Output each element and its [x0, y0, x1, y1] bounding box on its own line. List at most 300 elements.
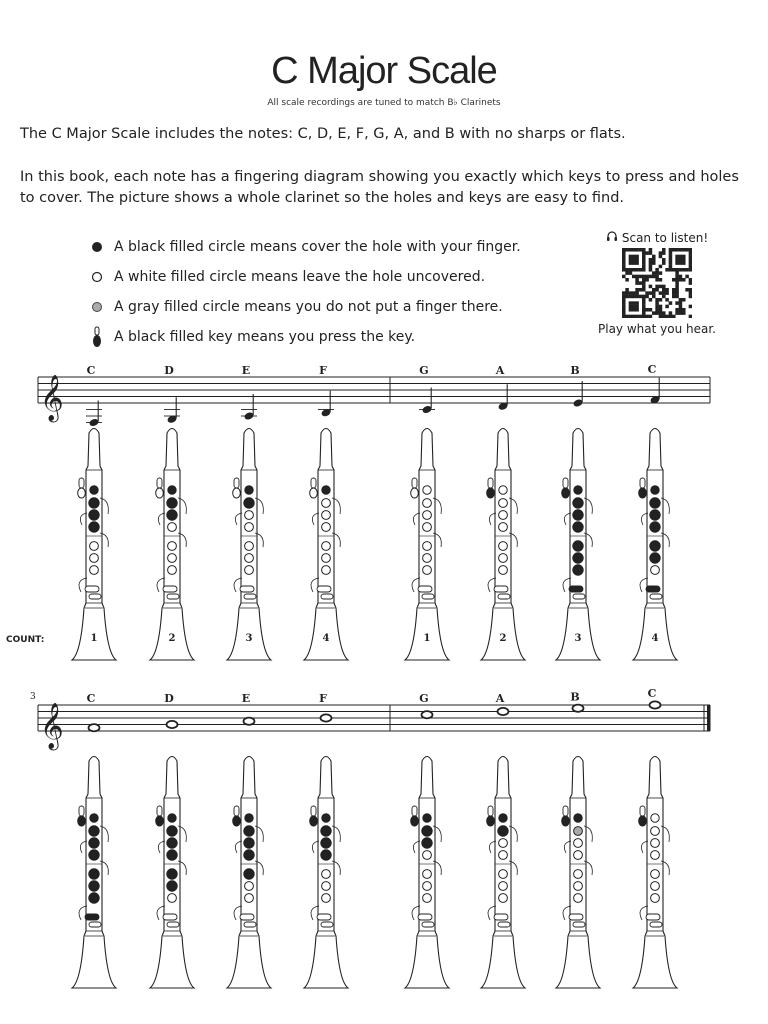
tone-hole-open [168, 566, 177, 575]
tone-hole-covered [321, 850, 331, 860]
qr-module [642, 278, 646, 282]
low-key [494, 914, 508, 920]
clarinet-diagram [556, 757, 600, 989]
qr-module [675, 308, 679, 312]
treble-clef-icon: 𝄞 [40, 703, 64, 749]
low-key [498, 594, 510, 599]
qr-module [675, 311, 679, 315]
clarinet-diagram [227, 429, 271, 661]
tone-hole-covered [498, 826, 508, 836]
qr-module [672, 291, 676, 295]
qr-module [642, 311, 646, 315]
qr-module [652, 271, 656, 275]
qr-module [679, 298, 683, 302]
qr-module [649, 285, 653, 289]
qr-module [635, 275, 639, 279]
qr-module [682, 278, 686, 282]
tone-hole-covered [244, 826, 254, 836]
tone-hole-covered [244, 838, 254, 848]
qr-module [622, 268, 626, 272]
qr-module [629, 268, 633, 272]
register-key-open [411, 488, 419, 498]
qr-module [642, 275, 646, 279]
register-key-stem [488, 806, 493, 816]
whole-note [650, 701, 661, 708]
qr-module [679, 278, 683, 282]
count-number: 1 [423, 633, 431, 644]
qr-module [679, 255, 683, 259]
qr-module [662, 251, 666, 255]
qr-module [645, 275, 649, 279]
tone-hole-open [499, 566, 508, 575]
register-key-pressed [487, 816, 495, 826]
qr-module [629, 308, 633, 312]
count-number: 4 [322, 633, 330, 644]
tone-hole-open [322, 523, 331, 532]
qr-code[interactable] [622, 248, 692, 318]
register-key-stem [311, 478, 316, 488]
qr-module [625, 291, 629, 295]
tone-hole-open [245, 894, 254, 903]
qr-module [689, 251, 692, 255]
qr-module [645, 308, 649, 312]
qr-module [622, 251, 626, 255]
qr-module [622, 311, 626, 315]
qr-module [629, 295, 633, 299]
qr-module [652, 261, 656, 265]
thumb-hole-covered [322, 814, 330, 822]
qr-module [639, 288, 643, 292]
register-key-stem [412, 478, 417, 488]
qr-module [632, 301, 636, 305]
qr-module [662, 291, 666, 295]
count-number: 4 [651, 633, 659, 644]
tone-hole-open [651, 839, 660, 848]
qr-module [635, 315, 639, 318]
low-key [167, 594, 179, 599]
qr-module [632, 295, 636, 299]
tone-hole-covered [167, 850, 177, 860]
qr-module [685, 288, 689, 292]
qr-module [689, 248, 692, 252]
qr-module [675, 278, 679, 282]
qr-module [662, 285, 666, 289]
clarinet-diagram [72, 429, 116, 661]
clarinet-diagram [304, 757, 348, 989]
qr-module [629, 305, 633, 309]
qr-module [655, 271, 659, 275]
qr-module [642, 301, 646, 305]
thumb-hole-covered [499, 814, 507, 822]
qr-module [655, 268, 659, 272]
note-label: A [495, 692, 505, 705]
qr-module [622, 265, 626, 269]
note [497, 384, 508, 411]
qr-module [682, 311, 686, 315]
note [573, 705, 584, 712]
qr-module [682, 248, 686, 252]
qr-module [642, 281, 646, 285]
qr-module [659, 311, 663, 315]
qr-module [675, 275, 679, 279]
legend-item-black [86, 232, 556, 262]
qr-module [672, 288, 676, 292]
qr-module [652, 258, 656, 262]
note-label: A [495, 364, 505, 377]
tone-hole-covered [573, 541, 583, 551]
legend-item-key [86, 322, 556, 352]
qr-module [655, 308, 659, 312]
qr-module [665, 291, 669, 295]
thumb-hole-open [651, 814, 659, 822]
tone-hole-covered [573, 553, 583, 563]
note [89, 724, 100, 731]
legend-text: A white filled circle means leave the hole uncovered. [114, 269, 486, 285]
clarinet-diagram [481, 757, 525, 989]
tone-hole-open [322, 882, 331, 891]
qr-module [672, 248, 676, 252]
tone-hole-open [322, 511, 331, 520]
note-label: F [319, 692, 327, 705]
qr-module [649, 261, 653, 265]
tone-hole-covered [167, 881, 177, 891]
qr-module [675, 295, 679, 299]
qr-module [675, 271, 679, 275]
clarinet-diagram [633, 757, 677, 989]
intro-paragraph-2: In this book, each note has a fingering diagram showing you exactly which keys to press and holes to cover. The picture shows a whole clarinet so the holes and keys are easy to find. [20, 169, 739, 206]
tone-hole-covered [573, 510, 583, 520]
tone-hole-open [423, 870, 432, 879]
low-key [240, 914, 254, 920]
tone-hole-open [245, 882, 254, 891]
qr-module [682, 258, 686, 262]
black-key-icon [86, 326, 108, 348]
tone-hole-open [90, 542, 99, 551]
qr-module [662, 258, 666, 262]
tone-hole-gray [574, 827, 583, 836]
qr-module [679, 308, 683, 312]
tone-hole-covered [89, 893, 99, 903]
qr-module [635, 255, 639, 259]
tone-hole-open [651, 851, 660, 860]
tone-hole-open [651, 566, 660, 575]
qr-module [669, 311, 673, 315]
thumb-hole-covered [90, 486, 98, 494]
qr-module [689, 258, 692, 262]
final-barline [707, 705, 711, 731]
qr-module [629, 271, 633, 275]
qr-module [679, 305, 683, 309]
qr-module [649, 248, 653, 252]
note-label: B [570, 364, 580, 377]
qr-module [665, 298, 669, 302]
note-label: B [570, 690, 580, 704]
tone-hole-covered [573, 522, 583, 532]
qr-module [632, 248, 636, 252]
note [422, 711, 433, 718]
headphones-icon [606, 230, 618, 245]
register-key-pressed [639, 816, 647, 826]
tone-hole-covered [89, 826, 99, 836]
qr-module [662, 315, 666, 318]
treble-clef-icon: 𝄞 [40, 375, 64, 421]
thumb-hole-covered [168, 486, 176, 494]
note-label: D [164, 364, 174, 377]
tone-hole-open [245, 523, 254, 532]
qr-module [675, 291, 679, 295]
register-key-open [233, 488, 241, 498]
tone-hole-open [245, 511, 254, 520]
qr-module [625, 288, 629, 292]
tone-hole-open [423, 894, 432, 903]
qr-module [652, 295, 656, 299]
qr-module [659, 255, 663, 259]
register-key-stem [640, 806, 645, 816]
whole-note [321, 714, 332, 721]
qr-module [622, 298, 626, 302]
qr-module [625, 271, 629, 275]
tone-hole-open [574, 894, 583, 903]
qr-module [632, 305, 636, 309]
register-key-pressed [233, 816, 241, 826]
qr-module [642, 261, 646, 265]
qr-module [639, 281, 643, 285]
qr-module [645, 251, 649, 255]
qr-module [659, 308, 663, 312]
tone-hole-covered [650, 553, 660, 563]
register-key-stem [412, 806, 417, 816]
clarinet-diagram [150, 757, 194, 989]
black-circle-icon [86, 240, 108, 254]
tone-hole-open [499, 542, 508, 551]
qr-module [689, 295, 692, 299]
page-subtitle: All scale recordings are tuned to match B♭ Clarinets [267, 98, 501, 108]
qr-module [645, 295, 649, 299]
qr-module [642, 251, 646, 255]
qr-module [639, 295, 643, 299]
register-key-pressed [156, 816, 164, 826]
qr-module [649, 308, 653, 312]
qr-module [635, 278, 639, 282]
qr-module [639, 268, 643, 272]
tone-hole-open [423, 499, 432, 508]
low-key [240, 586, 254, 592]
register-key-stem [234, 478, 239, 488]
tone-hole-covered [167, 838, 177, 848]
qr-module [622, 308, 626, 312]
count-number: 2 [168, 633, 176, 644]
qr-module [629, 291, 633, 295]
qr-module [655, 275, 659, 279]
low-key [650, 594, 662, 599]
tone-hole-open [651, 827, 660, 836]
note [321, 714, 332, 721]
tone-hole-open [322, 894, 331, 903]
qr-top-label: Scan to listen! [621, 230, 709, 245]
staff-system-2 [0, 688, 768, 998]
qr-module [669, 301, 673, 305]
qr-module [655, 288, 659, 292]
qr-module [625, 248, 629, 252]
qr-module [659, 291, 663, 295]
low-key [244, 594, 256, 599]
qr-module [682, 298, 686, 302]
tone-hole-covered [573, 498, 583, 508]
clarinet-diagram [304, 429, 348, 661]
tone-hole-covered [167, 498, 177, 508]
qr-module [655, 298, 659, 302]
qr-module [622, 275, 626, 279]
qr-module [662, 295, 666, 299]
qr-module [632, 308, 636, 312]
qr-module [629, 315, 633, 318]
note [572, 381, 583, 408]
thumb-hole-covered [90, 814, 98, 822]
clarinet-diagram [72, 757, 116, 989]
qr-module [662, 261, 666, 265]
qr-module [629, 255, 633, 259]
tone-hole-open [423, 851, 432, 860]
qr-module [632, 291, 636, 295]
register-key-pressed [411, 816, 419, 826]
qr-module [665, 268, 669, 272]
qr-module [669, 248, 673, 252]
tone-hole-open [651, 882, 660, 891]
note-label: E [241, 364, 251, 377]
clarinet-diagram [481, 429, 525, 661]
qr-module [642, 315, 646, 318]
thumb-hole-covered [245, 814, 253, 822]
qr-module [622, 248, 626, 252]
qr-module [622, 295, 626, 299]
qr-module [625, 295, 629, 299]
low-key [650, 922, 662, 927]
qr-module [649, 315, 653, 318]
tone-hole-open [499, 523, 508, 532]
low-key [321, 922, 333, 927]
legend-text: A black filled key means you press the key. [114, 329, 416, 345]
qr-module [665, 288, 669, 292]
register-key-open [156, 488, 164, 498]
qr-block [592, 230, 722, 336]
qr-module [632, 268, 636, 272]
note [498, 708, 509, 715]
tone-hole-covered [167, 826, 177, 836]
qr-module [625, 268, 629, 272]
low-key [418, 914, 432, 920]
low-key-pressed [85, 914, 99, 920]
tone-hole-open [499, 870, 508, 879]
register-key-stem [157, 478, 162, 488]
intro-paragraph-1: The C Major Scale includes the notes: C, D, E, F, G, A, and B with no sharps or flats. [20, 126, 626, 142]
low-key [498, 922, 510, 927]
note [86, 401, 102, 428]
qr-module [649, 258, 653, 262]
tone-hole-open [574, 851, 583, 860]
qr-module [682, 308, 686, 312]
qr-module [675, 301, 679, 305]
qr-module [655, 285, 659, 289]
register-key-stem [311, 806, 316, 816]
qr-module [622, 291, 626, 295]
register-key-stem [488, 478, 493, 488]
qr-module [629, 261, 633, 265]
qr-module [662, 288, 666, 292]
note-label: G [419, 692, 429, 705]
thumb-hole-covered [423, 814, 431, 822]
qr-module [649, 265, 653, 269]
qr-module [682, 255, 686, 259]
qr-module [655, 311, 659, 315]
qr-module [632, 261, 636, 265]
qr-module [689, 278, 692, 282]
qr-module [659, 305, 663, 309]
tone-hole-covered [650, 541, 660, 551]
qr-module [632, 255, 636, 259]
clarinet-diagram [405, 757, 449, 989]
qr-module [639, 248, 643, 252]
qr-module [672, 268, 676, 272]
tone-hole-open [651, 894, 660, 903]
thumb-hole-covered [574, 486, 582, 494]
tone-hole-covered [650, 498, 660, 508]
tone-hole-open [245, 542, 254, 551]
tone-hole-open [322, 554, 331, 563]
thumb-hole-covered [574, 814, 582, 822]
qr-module [629, 258, 633, 262]
qr-module [629, 248, 633, 252]
qr-module [662, 311, 666, 315]
qr-module [689, 291, 692, 295]
tone-hole-open [322, 542, 331, 551]
register-key-pressed [639, 488, 647, 498]
register-key-pressed [310, 816, 318, 826]
whole-note [422, 711, 433, 718]
note [318, 391, 334, 418]
qr-module [642, 248, 646, 252]
qr-module [632, 258, 636, 262]
qr-module [689, 268, 692, 272]
qr-module [635, 288, 639, 292]
qr-module [669, 255, 673, 259]
page-title: C Major Scale [271, 50, 497, 92]
low-key [163, 586, 177, 592]
qr-module [659, 265, 663, 269]
tone-hole-covered [321, 838, 331, 848]
thumb-hole-open [499, 486, 507, 494]
qr-module [679, 258, 683, 262]
tone-hole-open [423, 542, 432, 551]
register-key-pressed [78, 816, 86, 826]
qr-module [665, 305, 669, 309]
thumb-hole-covered [322, 486, 330, 494]
tone-hole-covered [422, 826, 432, 836]
register-key-stem [563, 806, 568, 816]
count-number: 3 [574, 633, 582, 644]
thumb-hole-covered [168, 814, 176, 822]
qr-module [632, 315, 636, 318]
low-key [163, 914, 177, 920]
tone-hole-covered [89, 869, 99, 879]
qr-module [679, 268, 683, 272]
thumb-hole-covered [651, 486, 659, 494]
count-number: 3 [245, 633, 253, 644]
qr-module [642, 255, 646, 259]
qr-module [659, 315, 663, 318]
qr-module [655, 305, 659, 309]
qr-module [689, 265, 692, 269]
qr-module [659, 251, 663, 255]
